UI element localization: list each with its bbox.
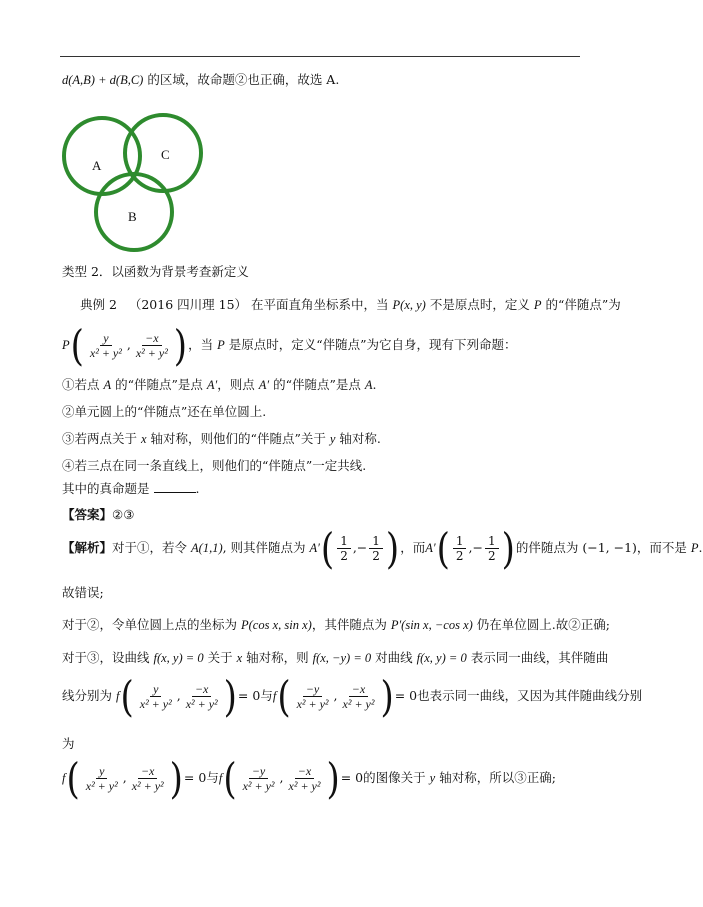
proposition-2: ②单元圆上的“伴随点”还在单位圆上. [62,404,267,419]
label-a: A [92,158,102,173]
point-p: P(x, y) [392,298,426,312]
fraction: $\frac{-x}{\text{x² + y²}}$ [131,764,164,793]
fraction: $\frac{-x}{\text{x² + y²}}$ [288,764,321,793]
wei-line: 为 [62,736,75,751]
example-line [80,297,621,313]
answer-label: 【答案】 [62,507,113,522]
fraction: $\frac{1}{2}$ [337,534,351,563]
example-source: （2016 四川理 15） [128,297,248,312]
symbol-p: P [62,338,70,352]
label-c: C [161,147,170,162]
example-text: 的“伴随点”为 [545,297,621,312]
answer-blank [154,480,196,493]
fraction: $\frac{y}{\text{x² + y²}}$ [85,764,118,793]
p2-analysis-line: 对于②，令单位圆上点的坐标为 P(cos x, sin x)，其伴随点为 P′(sin x, −cos x) 仍在单位圆上.故②正确; [62,617,610,632]
example-label: 典例 2 [80,297,117,312]
wrong-line: 故错误; [62,585,104,600]
analysis-label: 【解析】 [62,540,113,555]
example-text: 在平面直角坐标系中，当 [251,297,389,312]
fraction: $\frac{-x}{\text{x² + y²}}$ [342,682,375,711]
p3-analysis-line: 对于③，设曲线 f(x, y) = 0 关于 x 轴对称，则 f(x, −y) = 0 对曲线 f(x, y) = 0 表示同一曲线，其伴随曲 [62,650,609,665]
circle-a [64,118,140,194]
type-heading: 类型 2．以函数为背景考查新定义 [62,264,249,279]
question-line: 其中的真命题是 . [62,481,200,496]
venn-diagram [62,108,212,258]
fraction: $\frac{-y}{\text{x² + y²}}$ [242,764,275,793]
proposition-4: ④若三点在同一条直线上，则他们的“伴随点”一定共线. [62,458,367,473]
intro-line [62,72,339,88]
fraction: $\frac{-y}{\text{x² + y²}}$ [296,682,329,711]
fraction: $\frac{-x}{\text{x² + y²}}$ [135,331,168,360]
answer-value: ②③ [112,507,135,522]
proposition-3: ③若两点关于 x 轴对称，则他们的“伴随点”关于 y 轴对称. [62,431,381,446]
intro-text: 的区域，故命题②也正确，故选 A. [147,72,340,87]
fraction: $\frac{y}{\text{x² + y²}}$ [89,331,122,360]
fraction: $\frac{y}{\text{x² + y²}}$ [139,682,172,711]
analysis-line: 【解析】对于①，若令 A(1,1), 则其伴随点为 A′( $\frac{1}{2}$ ,− $\frac{1}{2}$ )，而A′( $\frac{1}{2}$ ,− $\frac{1}{2}$ )的伴随点为 (−1, −1)，而不是 P. [62,523,703,574]
fraction: $\frac{1}{2}$ [485,534,499,563]
p3-analysis-line-3: f( $\frac{y}{\text{x² + y²}}$ , $\frac{-x}{\text{x² + y²}}$ )= 0与f( $\frac{-y}{\text{x² + y²}}$ , $\frac{-x}{\text{x² + y²}}$ )= 0的图像关于 y 轴对称，所以③正确; [62,753,556,804]
definition-text: 是原点时，定义“伴随点”为它自身，现有下列命题： [228,337,517,352]
symbol-p: P [217,338,225,352]
label-b: B [128,209,137,224]
definition-line: P( $\frac{y}{\text{x² + y²}}$ , $\frac{-x}{\text{x² + y²}}$ )，当 P 是原点时，定义“伴随点”为它自身，现有下列命题： [62,320,517,371]
fraction: $\frac{-x}{\text{x² + y²}}$ [185,682,218,711]
p3-analysis-line-2: 线分别为 f( $\frac{y}{\text{x² + y²}}$ , $\frac{-x}{\text{x² + y²}}$ )= 0与f( $\frac{-y}{\text{x² + y²}}$ , $\frac{-x}{\text{x² + y²}}$ )= 0也表示同一曲线，又因为其伴随曲线分别 [62,671,643,722]
header-rule [60,56,580,57]
answer-line [62,507,134,523]
proposition-1: ①若点 A 的“伴随点”是点 A′，则点 A′ 的“伴随点”是点 A. [62,377,377,392]
distance-expression: d(A,B) + d(B,C) [62,73,144,87]
example-text: 不是原点时，定义 [429,297,530,312]
fraction: $\frac{1}{2}$ [369,534,383,563]
symbol-p: P [533,298,542,312]
definition-text: ，当 [188,337,214,352]
fraction: $\frac{1}{2}$ [453,534,467,563]
